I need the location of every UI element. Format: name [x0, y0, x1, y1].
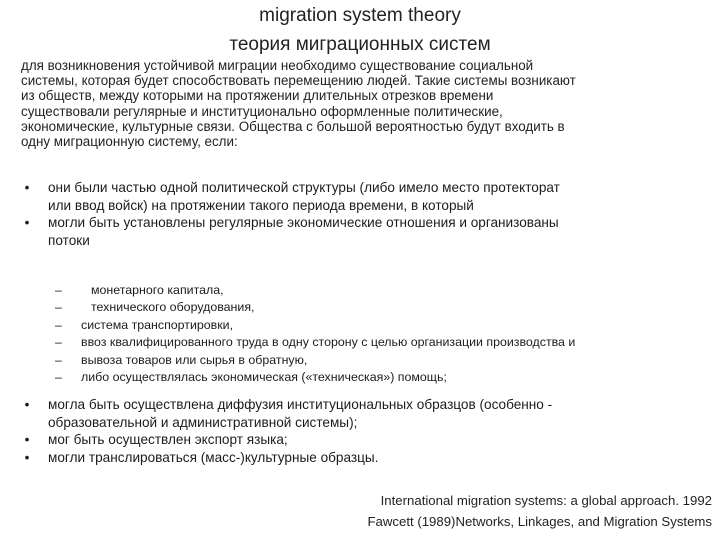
dash-icon: –	[55, 370, 62, 385]
dash-icon: –	[55, 335, 62, 350]
slide-title-russian: теория миграционных систем	[229, 34, 491, 55]
list-item	[21, 214, 681, 249]
list-item-line: они были частью одной политической структуры (либо имело место протекторат	[48, 180, 560, 195]
bullet-icon: •	[24, 449, 30, 465]
sublist-item-text: либо осуществлялась экономическая («техническая») помощь;	[81, 370, 447, 385]
reference-citation: Fawcett (1989)Networks, Linkages, and Migration Systems	[367, 514, 712, 529]
sublist-item	[55, 282, 675, 299]
list-item-line: образовательной и административной системы);	[48, 414, 358, 430]
dash-icon: –	[55, 317, 62, 332]
list-item-line: могли транслироваться (масс-)культурные образцы.	[48, 449, 379, 465]
list-item-line: могли быть установлены регулярные экономические отношения и организованы	[48, 215, 559, 230]
bullet-icon: •	[24, 397, 30, 412]
intro-line: экономические, культурные связи. Общества с большой вероятностью будут входить в	[21, 118, 565, 134]
list-item	[21, 396, 681, 431]
list-item-line: потоки	[48, 232, 90, 248]
sublist-item-text: система транспортировки,	[81, 317, 234, 332]
sublist-item	[55, 317, 675, 334]
sublist-item	[55, 369, 675, 386]
sublist-item	[55, 334, 675, 351]
intro-line: одну миграционную систему, если:	[21, 134, 238, 150]
conditions-list-1	[21, 179, 681, 249]
list-item-line: или ввод войск) на протяжении такого периода времени, в который	[48, 197, 474, 213]
intro-line: системы, которая будет способствовать перемещению людей. Такие системы возникают	[21, 73, 576, 89]
bullet-icon: •	[24, 180, 30, 195]
intro-paragraph	[21, 58, 671, 149]
intro-line: существовали регулярные и институционально оформленные политические,	[21, 103, 503, 119]
list-item	[21, 449, 681, 467]
sublist-item	[55, 352, 675, 369]
list-item	[21, 431, 681, 449]
bullet-icon: •	[24, 432, 30, 447]
list-item-line: мог быть осуществлен экспорт языка;	[48, 432, 288, 447]
sublist-item-text: технического оборудования,	[91, 300, 255, 315]
flows-sublist	[55, 282, 675, 386]
slide-title-english: migration system theory	[259, 5, 461, 26]
dash-icon: –	[55, 352, 62, 367]
list-item-line: могла быть осуществлена диффузия институциональных образцов (особенно -	[48, 397, 553, 412]
sublist-item	[55, 299, 675, 316]
dash-icon: –	[55, 283, 62, 297]
conditions-list-2	[21, 396, 681, 466]
sublist-item-text: ввоз квалифицированного труда в одну сторону с целью организации производства и	[81, 335, 576, 350]
dash-icon: –	[55, 300, 62, 315]
bullet-icon: •	[24, 215, 30, 230]
intro-line: для возникновения устойчивой миграции необходимо существование социальной	[21, 58, 534, 73]
intro-line: из обществ, между которыми на протяжении длительных отрезков времени	[21, 88, 494, 104]
sublist-item-text: вывоза товаров или сырья в обратную,	[81, 352, 308, 367]
reference-citation: International migration systems: a global approach. 1992	[380, 493, 712, 508]
sublist-item-text: монетарного капитала,	[91, 283, 224, 297]
list-item	[21, 179, 681, 214]
